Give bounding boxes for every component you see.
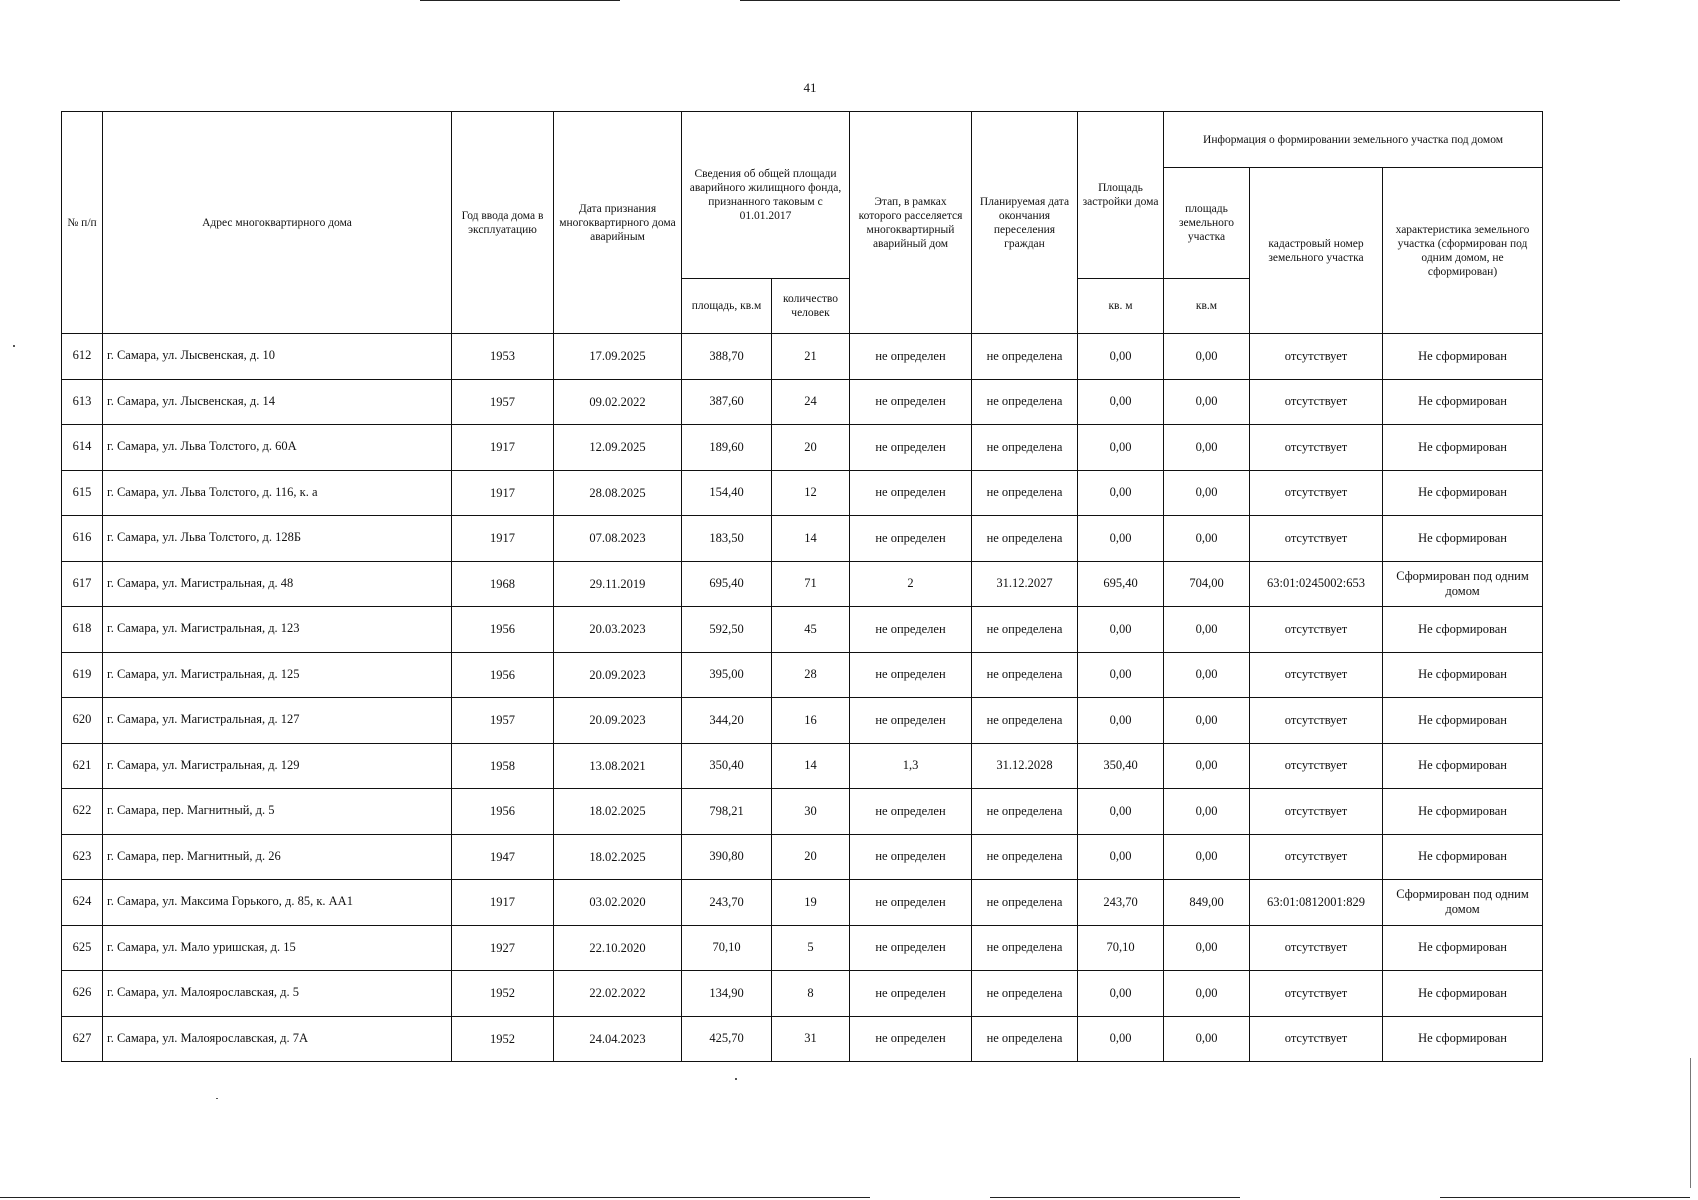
row-planned-end: 31.12.2028 xyxy=(972,743,1078,789)
row-address: г. Самара, пер. Магнитный, д. 5 xyxy=(103,789,452,835)
row-people: 12 xyxy=(772,470,850,516)
header-land-area: площадь земельного участка xyxy=(1164,168,1250,279)
row-built-area: 0,00 xyxy=(1078,334,1164,380)
row-people: 20 xyxy=(772,425,850,471)
row-num: 621 xyxy=(62,743,103,789)
table-row xyxy=(62,698,1543,744)
row-area: 395,00 xyxy=(682,652,772,698)
row-people: 21 xyxy=(772,334,850,380)
row-land-char: Не сформирован xyxy=(1383,789,1543,835)
row-recognition-date: 12.09.2025 xyxy=(554,425,682,471)
row-year: 1958 xyxy=(452,743,554,789)
row-land-char: Не сформирован xyxy=(1383,607,1543,653)
row-num: 626 xyxy=(62,971,103,1017)
table-row xyxy=(62,880,1543,926)
row-recognition-date: 22.02.2022 xyxy=(554,971,682,1017)
header-people: количество человек xyxy=(772,279,850,334)
top-rule-right xyxy=(740,0,1620,1)
row-land-char: Не сформирован xyxy=(1383,834,1543,880)
row-stage: не определен xyxy=(850,607,972,653)
row-stage: не определен xyxy=(850,880,972,926)
row-built-area: 0,00 xyxy=(1078,652,1164,698)
row-cadastral: отсутствует xyxy=(1250,698,1383,744)
row-land-area: 0,00 xyxy=(1164,516,1250,562)
table-body xyxy=(62,334,1543,1062)
row-land-area: 704,00 xyxy=(1164,561,1250,607)
row-cadastral: 63:01:0812001:829 xyxy=(1250,880,1383,926)
row-people: 28 xyxy=(772,652,850,698)
row-planned-end: не определена xyxy=(972,1016,1078,1062)
row-year: 1917 xyxy=(452,470,554,516)
row-land-char: Не сформирован xyxy=(1383,698,1543,744)
row-stage: не определен xyxy=(850,971,972,1017)
row-planned-end: 31.12.2027 xyxy=(972,561,1078,607)
row-address: г. Самара, ул. Магистральная, д. 123 xyxy=(103,607,452,653)
row-num: 613 xyxy=(62,379,103,425)
row-land-char: Не сформирован xyxy=(1383,379,1543,425)
row-area: 425,70 xyxy=(682,1016,772,1062)
row-recognition-date: 18.02.2025 xyxy=(554,834,682,880)
row-address: г. Самара, ул. Лысвенская, д. 14 xyxy=(103,379,452,425)
row-land-char: Сформирован под одним домом xyxy=(1383,880,1543,926)
row-people: 30 xyxy=(772,789,850,835)
header-area: площадь, кв.м xyxy=(682,279,772,334)
row-num: 627 xyxy=(62,1016,103,1062)
table-row xyxy=(62,470,1543,516)
row-num: 616 xyxy=(62,516,103,562)
row-land-area: 0,00 xyxy=(1164,971,1250,1017)
row-address: г. Самара, ул. Магистральная, д. 125 xyxy=(103,652,452,698)
row-year: 1956 xyxy=(452,652,554,698)
row-recognition-date: 20.09.2023 xyxy=(554,652,682,698)
table-row xyxy=(62,971,1543,1017)
page-number: 41 xyxy=(803,80,817,95)
row-year: 1957 xyxy=(452,379,554,425)
row-recognition-date: 13.08.2021 xyxy=(554,743,682,789)
row-year: 1952 xyxy=(452,1016,554,1062)
bottom-rule-right xyxy=(1440,1197,1690,1198)
table-row xyxy=(62,789,1543,835)
row-people: 16 xyxy=(772,698,850,744)
row-year: 1957 xyxy=(452,698,554,744)
row-area: 798,21 xyxy=(682,789,772,835)
row-cadastral: отсутствует xyxy=(1250,1016,1383,1062)
right-edge-marks xyxy=(1690,1058,1691,1188)
table-row xyxy=(62,1016,1543,1062)
row-planned-end: не определена xyxy=(972,971,1078,1017)
row-num: 614 xyxy=(62,425,103,471)
row-stage: не определен xyxy=(850,698,972,744)
row-area: 70,10 xyxy=(682,925,772,971)
row-recognition-date: 03.02.2020 xyxy=(554,880,682,926)
row-land-area: 0,00 xyxy=(1164,470,1250,516)
row-address: г. Самара, ул. Малоярославская, д. 7А xyxy=(103,1016,452,1062)
row-address: г. Самара, ул. Максима Горького, д. 85, к. АА1 xyxy=(103,880,452,926)
row-cadastral: отсутствует xyxy=(1250,379,1383,425)
header-built-area-unit: кв. м xyxy=(1078,279,1164,334)
row-recognition-date: 20.09.2023 xyxy=(554,698,682,744)
table-row xyxy=(62,607,1543,653)
row-num: 617 xyxy=(62,561,103,607)
row-land-char: Не сформирован xyxy=(1383,971,1543,1017)
header-land-char: характеристика земельного участка (сформирован под одним домом, не сформирован) xyxy=(1383,168,1543,334)
row-num: 625 xyxy=(62,925,103,971)
row-year: 1917 xyxy=(452,880,554,926)
row-cadastral: отсутствует xyxy=(1250,743,1383,789)
row-stage: 2 xyxy=(850,561,972,607)
table-row xyxy=(62,516,1543,562)
row-area: 350,40 xyxy=(682,743,772,789)
row-people: 31 xyxy=(772,1016,850,1062)
row-stage: не определен xyxy=(850,1016,972,1062)
row-cadastral: отсутствует xyxy=(1250,925,1383,971)
row-num: 618 xyxy=(62,607,103,653)
row-planned-end: не определена xyxy=(972,880,1078,926)
row-address: г. Самара, ул. Лысвенская, д. 10 xyxy=(103,334,452,380)
row-land-char: Не сформирован xyxy=(1383,516,1543,562)
row-num: 620 xyxy=(62,698,103,744)
row-built-area: 0,00 xyxy=(1078,425,1164,471)
row-recognition-date: 18.02.2025 xyxy=(554,789,682,835)
top-rule-left xyxy=(420,0,620,1)
row-planned-end: не определена xyxy=(972,425,1078,471)
header-built-area: Площадь застройки дома xyxy=(1078,112,1164,279)
row-built-area: 0,00 xyxy=(1078,379,1164,425)
row-land-char: Не сформирован xyxy=(1383,1016,1543,1062)
row-area: 592,50 xyxy=(682,607,772,653)
row-area: 243,70 xyxy=(682,880,772,926)
header-land-group: Информация о формировании земельного участка под домом xyxy=(1164,112,1543,168)
row-year: 1956 xyxy=(452,789,554,835)
row-built-area: 0,00 xyxy=(1078,789,1164,835)
row-cadastral: отсутствует xyxy=(1250,789,1383,835)
row-area: 344,20 xyxy=(682,698,772,744)
row-stage: не определен xyxy=(850,652,972,698)
row-stage: не определен xyxy=(850,834,972,880)
row-address: г. Самара, ул. Льва Толстого, д. 128Б xyxy=(103,516,452,562)
row-cadastral: отсутствует xyxy=(1250,425,1383,471)
row-area: 183,50 xyxy=(682,516,772,562)
row-year: 1956 xyxy=(452,607,554,653)
bottom-rule-left xyxy=(0,1197,870,1198)
row-recognition-date: 22.10.2020 xyxy=(554,925,682,971)
row-planned-end: не определена xyxy=(972,607,1078,653)
row-planned-end: не определена xyxy=(972,834,1078,880)
row-built-area: 0,00 xyxy=(1078,698,1164,744)
row-cadastral: отсутствует xyxy=(1250,607,1383,653)
row-address: г. Самара, пер. Магнитный, д. 26 xyxy=(103,834,452,880)
row-built-area: 243,70 xyxy=(1078,880,1164,926)
row-built-area: 0,00 xyxy=(1078,470,1164,516)
header-area-group: Сведения об общей площади аварийного жилищного фонда, признанного таковым с 01.01.2017 xyxy=(682,112,850,279)
row-num: 612 xyxy=(62,334,103,380)
row-planned-end: не определена xyxy=(972,516,1078,562)
row-recognition-date: 09.02.2022 xyxy=(554,379,682,425)
row-land-area: 0,00 xyxy=(1164,925,1250,971)
table-row xyxy=(62,334,1543,380)
table-row xyxy=(62,834,1543,880)
row-area: 134,90 xyxy=(682,971,772,1017)
row-area: 695,40 xyxy=(682,561,772,607)
row-planned-end: не определена xyxy=(972,652,1078,698)
row-area: 388,70 xyxy=(682,334,772,380)
row-land-char: Сформирован под одним домом xyxy=(1383,561,1543,607)
header-stage: Этап, в рамках которого расселяется многоквартирный аварийный дом xyxy=(850,112,972,334)
emergency-housing-table xyxy=(61,111,1543,1062)
row-address: г. Самара, ул. Мало уришская, д. 15 xyxy=(103,925,452,971)
row-people: 8 xyxy=(772,971,850,1017)
row-people: 24 xyxy=(772,379,850,425)
row-stage: не определен xyxy=(850,516,972,562)
row-address: г. Самара, ул. Льва Толстого, д. 60А xyxy=(103,425,452,471)
row-year: 1917 xyxy=(452,516,554,562)
row-year: 1968 xyxy=(452,561,554,607)
row-stage: 1,3 xyxy=(850,743,972,789)
row-people: 45 xyxy=(772,607,850,653)
row-people: 14 xyxy=(772,516,850,562)
row-built-area: 0,00 xyxy=(1078,1016,1164,1062)
row-cadastral: отсутствует xyxy=(1250,971,1383,1017)
table-row xyxy=(62,379,1543,425)
row-year: 1953 xyxy=(452,334,554,380)
row-area: 387,60 xyxy=(682,379,772,425)
row-land-char: Не сформирован xyxy=(1383,334,1543,380)
row-people: 14 xyxy=(772,743,850,789)
row-area: 189,60 xyxy=(682,425,772,471)
row-built-area: 0,00 xyxy=(1078,516,1164,562)
row-land-area: 0,00 xyxy=(1164,425,1250,471)
header-num: № п/п xyxy=(62,112,103,334)
row-recognition-date: 17.09.2025 xyxy=(554,334,682,380)
row-people: 20 xyxy=(772,834,850,880)
row-land-char: Не сформирован xyxy=(1383,470,1543,516)
row-num: 615 xyxy=(62,470,103,516)
row-land-char: Не сформирован xyxy=(1383,652,1543,698)
row-num: 624 xyxy=(62,880,103,926)
row-people: 19 xyxy=(772,880,850,926)
row-recognition-date: 07.08.2023 xyxy=(554,516,682,562)
header-cadastral: кадастровый номер земельного участка xyxy=(1250,168,1383,334)
row-area: 154,40 xyxy=(682,470,772,516)
row-num: 622 xyxy=(62,789,103,835)
row-built-area: 695,40 xyxy=(1078,561,1164,607)
row-stage: не определен xyxy=(850,379,972,425)
row-land-area: 0,00 xyxy=(1164,834,1250,880)
row-year: 1917 xyxy=(452,425,554,471)
row-land-area: 0,00 xyxy=(1164,789,1250,835)
header-planned-end: Планируемая дата окончания переселения граждан xyxy=(972,112,1078,334)
row-planned-end: не определена xyxy=(972,470,1078,516)
row-stage: не определен xyxy=(850,789,972,835)
margin-dot xyxy=(216,1098,218,1099)
header-address: Адрес многоквартирного дома xyxy=(103,112,452,334)
row-people: 5 xyxy=(772,925,850,971)
row-num: 619 xyxy=(62,652,103,698)
row-planned-end: не определена xyxy=(972,698,1078,744)
table-row xyxy=(62,743,1543,789)
row-people: 71 xyxy=(772,561,850,607)
row-address: г. Самара, ул. Магистральная, д. 129 xyxy=(103,743,452,789)
row-area: 390,80 xyxy=(682,834,772,880)
row-planned-end: не определена xyxy=(972,334,1078,380)
row-land-char: Не сформирован xyxy=(1383,425,1543,471)
row-cadastral: отсутствует xyxy=(1250,834,1383,880)
row-year: 1927 xyxy=(452,925,554,971)
row-stage: не определен xyxy=(850,925,972,971)
row-cadastral: отсутствует xyxy=(1250,334,1383,380)
row-planned-end: не определена xyxy=(972,925,1078,971)
row-built-area: 0,00 xyxy=(1078,607,1164,653)
row-land-area: 0,00 xyxy=(1164,379,1250,425)
row-address: г. Самара, ул. Магистральная, д. 127 xyxy=(103,698,452,744)
row-year: 1947 xyxy=(452,834,554,880)
table-row xyxy=(62,925,1543,971)
row-stage: не определен xyxy=(850,470,972,516)
row-land-area: 0,00 xyxy=(1164,652,1250,698)
row-stage: не определен xyxy=(850,334,972,380)
row-recognition-date: 20.03.2023 xyxy=(554,607,682,653)
margin-dot xyxy=(735,1078,737,1080)
row-cadastral: 63:01:0245002:653 xyxy=(1250,561,1383,607)
row-land-area: 0,00 xyxy=(1164,607,1250,653)
row-recognition-date: 24.04.2023 xyxy=(554,1016,682,1062)
row-land-char: Не сформирован xyxy=(1383,743,1543,789)
header-year: Год ввода дома в эксплуатацию xyxy=(452,112,554,334)
row-built-area: 0,00 xyxy=(1078,971,1164,1017)
row-year: 1952 xyxy=(452,971,554,1017)
margin-dot xyxy=(13,345,15,347)
header-recognition-date: Дата признания многоквартирного дома аварийным xyxy=(554,112,682,334)
row-built-area: 0,00 xyxy=(1078,834,1164,880)
row-built-area: 70,10 xyxy=(1078,925,1164,971)
row-planned-end: не определена xyxy=(972,789,1078,835)
table-row xyxy=(62,425,1543,471)
row-land-area: 0,00 xyxy=(1164,698,1250,744)
row-planned-end: не определена xyxy=(972,379,1078,425)
row-recognition-date: 28.08.2025 xyxy=(554,470,682,516)
table-row xyxy=(62,652,1543,698)
row-cadastral: отсутствует xyxy=(1250,516,1383,562)
header-land-area-unit: кв.м xyxy=(1164,279,1250,334)
bottom-rule-mid xyxy=(990,1197,1240,1198)
table-row xyxy=(62,561,1543,607)
row-land-area: 0,00 xyxy=(1164,743,1250,789)
row-address: г. Самара, ул. Магистральная, д. 48 xyxy=(103,561,452,607)
row-cadastral: отсутствует xyxy=(1250,470,1383,516)
row-num: 623 xyxy=(62,834,103,880)
row-land-area: 849,00 xyxy=(1164,880,1250,926)
row-land-char: Не сформирован xyxy=(1383,925,1543,971)
row-recognition-date: 29.11.2019 xyxy=(554,561,682,607)
row-built-area: 350,40 xyxy=(1078,743,1164,789)
row-address: г. Самара, ул. Малоярославская, д. 5 xyxy=(103,971,452,1017)
row-land-area: 0,00 xyxy=(1164,1016,1250,1062)
row-stage: не определен xyxy=(850,425,972,471)
row-cadastral: отсутствует xyxy=(1250,652,1383,698)
row-address: г. Самара, ул. Льва Толстого, д. 116, к. а xyxy=(103,470,452,516)
row-land-area: 0,00 xyxy=(1164,334,1250,380)
